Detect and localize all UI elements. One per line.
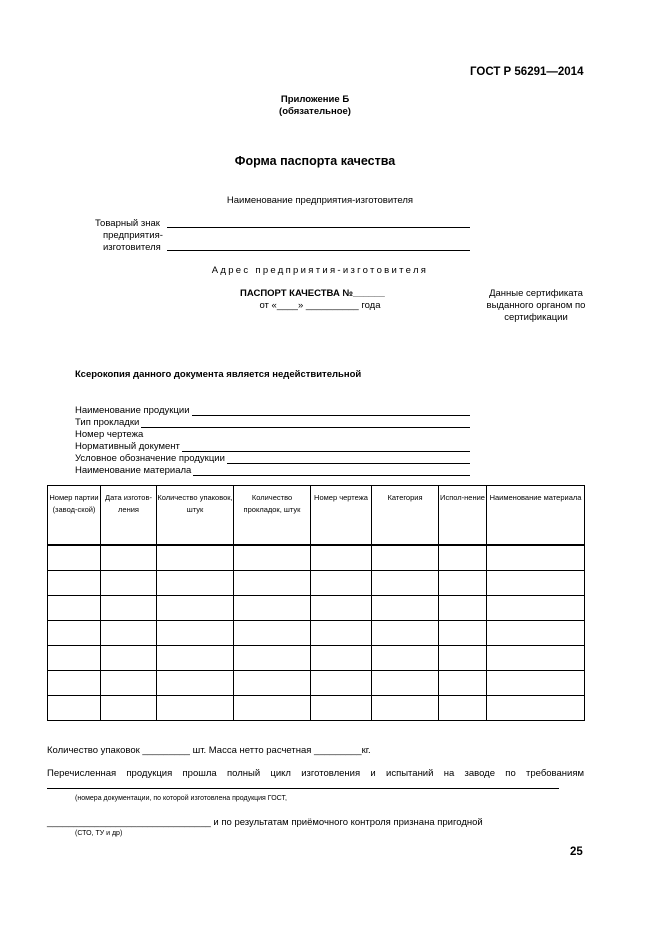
fill-line: [192, 406, 470, 416]
table-cell: [487, 545, 585, 571]
quality-table: [47, 485, 585, 721]
table-cell: [101, 645, 157, 670]
fill-line: [182, 442, 470, 452]
table-cell: [48, 545, 101, 571]
table-cell: [157, 620, 234, 645]
table-cell: [487, 645, 585, 670]
address-caption: Адрес предприятия-изготовителя: [211, 265, 429, 276]
table-cell: [234, 595, 311, 620]
field-product-name: [75, 404, 470, 416]
table-cell: [101, 595, 157, 620]
col-gasket-count: Количество прокладок, штук: [234, 486, 311, 545]
col-version: Испол-нение: [439, 486, 487, 545]
standard-number: ГОСТ Р 56291—2014: [470, 66, 584, 78]
table-cell: [48, 645, 101, 670]
table-cell: [234, 570, 311, 595]
table-row: [48, 645, 585, 670]
table-cell: [311, 595, 372, 620]
col-category: Категория: [372, 486, 439, 545]
table-cell: [487, 620, 585, 645]
field-label: Нормативный документ: [75, 441, 180, 452]
fill-line: [141, 418, 470, 428]
table-cell: [311, 570, 372, 595]
table-row: [48, 545, 585, 571]
table-cell: [487, 595, 585, 620]
trademark-label-2: предприятия-: [103, 230, 163, 241]
table-header-row: [48, 486, 585, 545]
table-cell: [234, 645, 311, 670]
table-row: [48, 570, 585, 595]
field-drawing-number: [75, 428, 470, 440]
trademark-label-3: изготовителя: [103, 242, 161, 253]
table-cell: [234, 695, 311, 720]
table-cell: [439, 695, 487, 720]
standards-note: (СТО, ТУ и др): [75, 830, 123, 837]
table-cell: [372, 645, 439, 670]
table-cell: [234, 620, 311, 645]
field-label: Номер чертежа: [75, 429, 144, 440]
table-cell: [439, 595, 487, 620]
table-cell: [311, 645, 372, 670]
table-cell: [372, 670, 439, 695]
field-label: Наименование продукции: [75, 405, 190, 416]
table-cell: [311, 670, 372, 695]
table-cell: [311, 620, 372, 645]
table-cell: [439, 620, 487, 645]
form-title: Форма паспорта качества: [234, 154, 396, 168]
field-material-name: [75, 464, 470, 476]
table-cell: [372, 545, 439, 571]
table-cell: [372, 695, 439, 720]
table-cell: [101, 695, 157, 720]
table-cell: [157, 570, 234, 595]
documentation-line: [47, 788, 559, 789]
table-cell: [439, 570, 487, 595]
field-label: Условное обозначение продукции: [75, 453, 225, 464]
acceptance-line: _______________________________ и по результатам приёмочного контроля признана пригодной: [47, 817, 483, 828]
table-cell: [372, 620, 439, 645]
table-cell: [439, 670, 487, 695]
table-cell: [311, 545, 372, 571]
table-cell: [372, 570, 439, 595]
table-cell: [101, 670, 157, 695]
table-cell: [157, 545, 234, 571]
col-manufacture-date: Дата изготов-ления: [101, 486, 157, 545]
table-row: [48, 695, 585, 720]
table-cell: [48, 695, 101, 720]
col-material-name: Наименование материала: [487, 486, 585, 545]
page-number: 25: [570, 846, 583, 858]
appendix-title: Приложение Б: [280, 94, 350, 105]
table-cell: [487, 570, 585, 595]
table-cell: [157, 645, 234, 670]
table-row: [48, 595, 585, 620]
fill-line: [193, 466, 470, 476]
trademark-label-1: Товарный знак: [95, 218, 160, 229]
quantity-line: Количество упаковок _________ шт. Масса нетто расчетная _________кг.: [47, 745, 371, 756]
trademark-line-2: [167, 250, 470, 251]
table-cell: [311, 695, 372, 720]
fill-line: [227, 454, 470, 464]
table-cell: [48, 570, 101, 595]
table-cell: [48, 595, 101, 620]
table-cell: [101, 570, 157, 595]
passport-date: от «____» __________ года: [259, 300, 381, 311]
copy-notice: Ксерокопия данного документа является недействительной: [75, 369, 362, 380]
field-product-designation: [75, 452, 470, 464]
table-cell: [48, 620, 101, 645]
table-cell: [157, 695, 234, 720]
table-cell: [487, 695, 585, 720]
field-gasket-type: [75, 416, 470, 428]
passport-title: ПАСПОРТ КАЧЕСТВА №______: [240, 288, 385, 299]
table-cell: [101, 545, 157, 571]
col-batch-number: Номер партии (завод-ской): [48, 486, 101, 545]
certificate-caption: Данные сертификата выданного органом по сертификации: [486, 288, 586, 323]
table-row: [48, 670, 585, 695]
documentation-note: (номера документации, по которой изготовлена продукция ГОСТ,: [75, 795, 287, 802]
table-cell: [157, 595, 234, 620]
table-cell: [372, 595, 439, 620]
field-normative-document: [75, 440, 470, 452]
col-package-count: Количество упаковок, штук: [157, 486, 234, 545]
appendix-status: (обязательное): [279, 106, 351, 117]
table-row: [48, 620, 585, 645]
trademark-line-1: [167, 227, 470, 228]
table-cell: [234, 545, 311, 571]
field-label: Наименование материала: [75, 465, 192, 476]
table-cell: [439, 645, 487, 670]
table-cell: [48, 670, 101, 695]
field-label: Тип прокладки: [75, 417, 140, 428]
table-cell: [101, 620, 157, 645]
table-cell: [157, 670, 234, 695]
table-cell: [234, 670, 311, 695]
table-cell: [439, 545, 487, 571]
table-cell: [487, 670, 585, 695]
col-drawing-number: Номер чертежа: [311, 486, 372, 545]
enterprise-caption: Наименование предприятия-изготовителя: [226, 195, 414, 206]
passed-line: Перечисленная продукция прошла полный цикл изготовления и испытаний на заводе по требованиям: [47, 768, 584, 779]
